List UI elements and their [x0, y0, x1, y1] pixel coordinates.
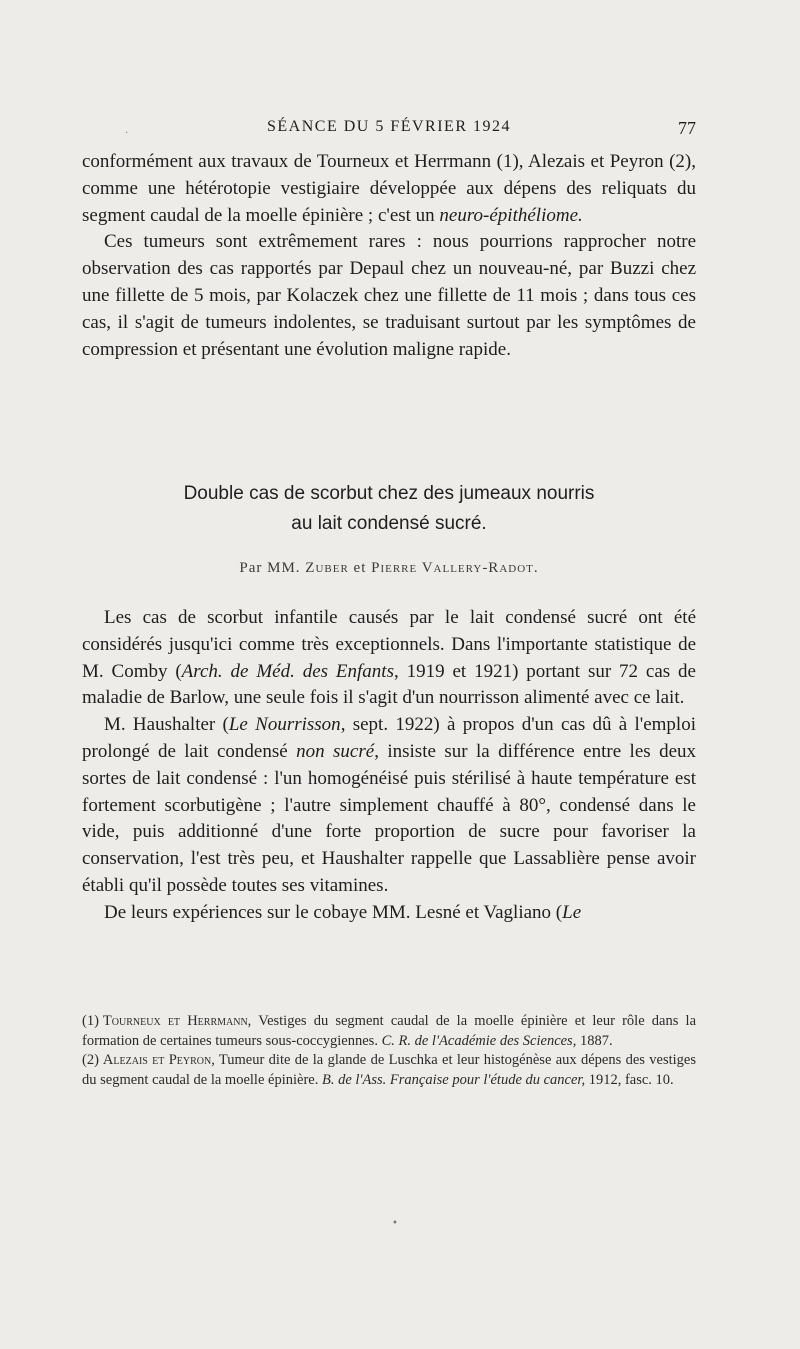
print-speck: ·	[125, 128, 129, 139]
byline-par: Par MM.	[239, 560, 301, 576]
paragraph: Ces tumeurs sont extrêmement rares : nous pourrions rapprocher notre observation des cas rapportés par Depaul chez un nouveau-né, par Buzzi chez une fillette de 5 mois, par Kolaczek chez une fillette de 11 mois ; dans tous ces cas, il s'agit de tumeurs indolentes, se traduisant surtout par les symptômes de compression et présentant une évolution maligne rapide.	[82, 231, 696, 360]
footnote-tail: 1887.	[576, 1032, 613, 1049]
article-body	[82, 605, 696, 927]
print-speck: •	[392, 1218, 398, 1229]
footnote-tail: 1912, fasc. 10.	[585, 1071, 674, 1088]
footnote-source: B. de l'Ass. Française pour l'étude du cancer,	[321, 1071, 586, 1088]
footnote-author: Alezais et Peyron,	[102, 1052, 215, 1068]
text-run: , 1919 et 1921) portant sur 72 cas de maladie de Barlow, une seule fois il s'agit d'un nourrisson alimenté avec ce lait.	[82, 660, 696, 709]
footnote-number: (2)	[82, 1052, 99, 1068]
title-line: au lait condensé sucré.	[291, 513, 487, 534]
byline-and: et	[353, 560, 367, 576]
emphasis: Arch. de Méd. des Enfants	[181, 660, 394, 682]
footnote	[82, 1051, 696, 1090]
text-run: M. Haushalter (	[104, 714, 229, 736]
paragraph	[82, 712, 696, 900]
emphasis: neuro-épithéliome.	[439, 204, 583, 226]
emphasis: Le	[562, 901, 582, 923]
footnote-text: Vestiges du segment caudal de la moelle épinière et leur rôle dans la formation de certaines tumeurs sous-coccygiennes.	[82, 1013, 697, 1049]
running-head: SÉANCE DU 5 FÉVRIER 1924	[266, 118, 511, 135]
article-title	[82, 479, 696, 539]
emphasis: Le Nourrisson	[228, 714, 341, 736]
page-header	[82, 118, 696, 142]
paragraph	[82, 149, 696, 229]
text-run: De leurs expériences sur le cobaye MM. Lesné et Vagliano (	[104, 901, 563, 923]
text-run: conformément aux travaux de Tourneux et Herrmann (1), Alezais et Peyron (2), comme une hétérotopie vestigiaire développée aux dépens des reliquats du segment caudal de la moelle épinière ; c'est un	[82, 151, 696, 226]
text-run: Les cas de scorbut infantile causés par le lait condensé sucré ont été considérés jusqu'ici comme très exceptionnels. Dans l'importante statistique de M. Comby (	[82, 607, 696, 682]
footnote-number: (1)	[82, 1013, 99, 1029]
text-run: , insiste sur la différence entre les deux sortes de lait condensé : l'un homogénéisé puis stérilisé à haute température est fortement scorbutigène ; l'autre simplement chauffé à 80°, condensé dans le vide, puis additionné d'une forte proportion de sucre pour favoriser la conservation, l'est très peu, et Haushalter rappelle que Lassablière pense avoir établi qu'il possède toutes ses vitamines.	[82, 740, 697, 896]
title-line: Double cas de scorbut chez des jumeaux nourris	[183, 483, 595, 504]
footnote-author: Tourneux et Herrmann,	[102, 1013, 252, 1029]
text-run: , sept. 1922) à propos d'un cas dû à l'emploi prolongé de lait condensé	[82, 714, 696, 762]
continued-text	[82, 149, 696, 363]
footnote-source: C. R. de l'Académie des Sciences,	[381, 1032, 577, 1049]
footnote-text: Tumeur dite de la glande de Luschka et leur histogénèse aux dépens des vestiges du segment caudal de la moelle épinière.	[82, 1052, 696, 1088]
page-number: 77	[678, 118, 696, 138]
author-name: Pierre Vallery-Radot.	[371, 560, 539, 576]
author-name: Zuber	[305, 560, 349, 576]
emphasis: non sucré	[296, 740, 375, 762]
paragraph	[82, 900, 696, 927]
footnote	[82, 1012, 696, 1051]
paragraph	[82, 605, 696, 712]
footnotes	[82, 1012, 696, 1090]
byline	[82, 560, 696, 577]
